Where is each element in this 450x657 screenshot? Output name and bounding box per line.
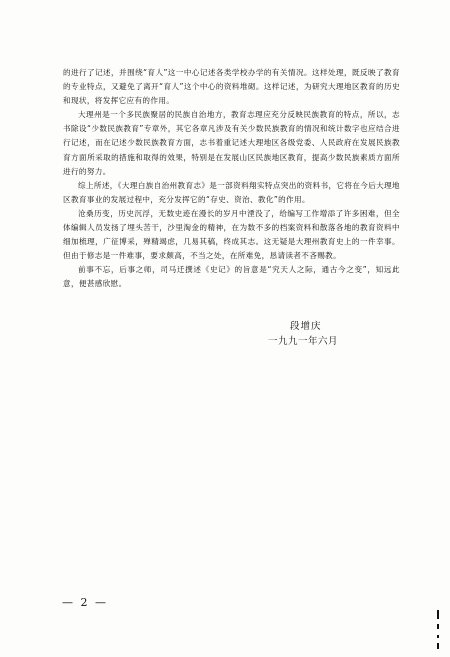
body-text <box>63 66 400 292</box>
paragraph-5: 前事不忘，后事之师，司马迁撰述《史记》的旨意是“究天人之际，通古今之变”，知远此意，便甚感欣慰。 <box>63 265 400 289</box>
author-name: 段增庆 <box>290 321 322 332</box>
scan-mark <box>437 635 439 638</box>
paragraph-2: 大理州是一个多民族聚居的民族自治地方，教育志理应充分反映民族教育的特点，所以，志书除设“少数民族教育”专章外，其它各章凡涉及有关少数民族教育的情况和统计数字也应结合进行记述，而在记述少数民族教育方面，志书着重记述大理地区各级党委、人民政府在发展民族教育方面所采取的措施和取得的效果，特别是在发展山区民族地区教育，提高少数民族素质方面所进行的努力。 <box>63 110 400 176</box>
paragraph-3: 综上所述，《大理白族自治州教育志》是一部资料翔实特点突出的资料书，它将在今后大理地区教育事业的发展过程中，充分发挥它的“存史、资治、教化”的作用。 <box>63 180 400 204</box>
signature-date: 一九九一年六月 <box>268 336 339 347</box>
paragraph-4: 沧桑历变，历史沉浮，无数史迹在漫长的岁月中湮没了，给编写工作增添了许多困难，但全体编辑人员发扬了埋头苦干，沙里淘金的精神，在为数不多的档案资料和散落各地的教育资料中细加梳理，广征博采，殚精竭虑，几易其稿，终成其志。这无疑是大理州教育史上的一件幸事。但由于修志是一件难事，要求颇高，不当之处，在所难免，恳请读者不吝赐教。 <box>63 208 400 261</box>
scan-mark <box>437 610 439 619</box>
paragraph-1: 的进行了记述，并围绕“育人”这一中心记述各类学校办学的有关情况。这样处理，既反映了教育的专业特点，又避免了离开“育人”这个中心的资料堆砌。这样记述，为研究大理地区教育的历史和现状，将发挥它应有的作用。 <box>63 68 400 106</box>
scan-mark <box>437 624 439 629</box>
scan-mark <box>437 643 439 649</box>
page-number: — 2 — <box>62 596 108 609</box>
scan-edge-marks <box>436 610 444 655</box>
